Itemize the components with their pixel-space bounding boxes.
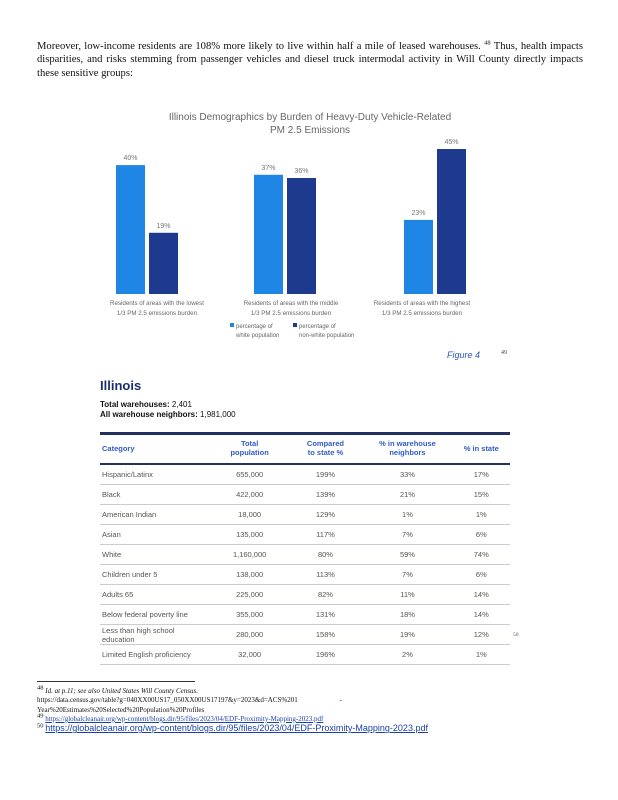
table-cell: 135,000: [211, 525, 289, 545]
table-cell: 131%: [289, 605, 363, 625]
table-cell: 11%: [362, 585, 452, 605]
chart-svg: [100, 108, 520, 364]
data-label-1-group-1: 40%: [123, 155, 138, 163]
table-row: [100, 464, 510, 485]
bar-1-group-2: [254, 175, 283, 294]
table-cell: 80%: [289, 545, 363, 565]
intro-paragraph: [37, 40, 583, 80]
table-cell: Hispanic/Latinx: [100, 464, 211, 485]
chart-subtitle: PM 2.5 Emissions: [269, 125, 351, 136]
table-cell: White: [100, 545, 211, 565]
table-footnote-ref[interactable]: 50: [513, 632, 519, 638]
table-cell: Asian: [100, 525, 211, 545]
table-cell: 18%: [362, 605, 452, 625]
table-cell: 138,000: [211, 565, 289, 585]
total-warehouses-value: 2,401: [171, 400, 192, 409]
table-header-cell: [453, 434, 510, 465]
bar-2-group-3: [437, 149, 466, 294]
footnote-50-number: 50: [37, 722, 44, 730]
warehouse-neighbors: [100, 410, 510, 420]
table-header-text: % in warehouse: [379, 439, 436, 448]
table-cell: 158%: [289, 625, 363, 645]
table-cell: 15%: [453, 485, 510, 505]
category-label-3-line-1: Residents of areas with the highest: [373, 300, 471, 307]
footnote-50: [37, 724, 557, 734]
table-cell: 355,000: [211, 605, 289, 625]
footnote-48: [37, 684, 557, 696]
table-header-row: [100, 434, 510, 465]
category-label-1-line-1: Residents of areas with the lowest: [110, 300, 204, 307]
table-cell: 21%: [362, 485, 452, 505]
illinois-summary: [100, 378, 510, 420]
table-row: [100, 565, 510, 585]
figure-footnote-ref[interactable]: 49: [501, 350, 507, 356]
category-label-1-line-2: 1/3 PM 2.5 emissions burden: [116, 310, 198, 317]
footnotes: [37, 684, 557, 734]
table-cell: 18,000: [211, 505, 289, 525]
table-header-cell: [211, 434, 289, 465]
table-header-text: % in state: [463, 443, 499, 453]
table-cell: 1,160,000: [211, 545, 289, 565]
footnote-48-url-line: [37, 696, 557, 705]
legend-label-2-line-2: non-white population: [299, 333, 355, 339]
table-row: [100, 505, 510, 525]
table-cell: 113%: [289, 565, 363, 585]
legend-swatch-1: [230, 323, 234, 327]
category-label-3-line-2: 1/3 PM 2.5 emissions burden: [381, 310, 463, 317]
footnote-49-number: 49: [37, 712, 44, 720]
table-row: [100, 645, 510, 665]
legend-swatch-2: [293, 323, 297, 327]
table-cell: 14%: [453, 585, 510, 605]
table-cell: 129%: [289, 505, 363, 525]
table-cell: 1%: [362, 505, 452, 525]
table-cell: 33%: [362, 464, 452, 485]
illinois-title: Illinois: [100, 378, 142, 393]
data-label-2-group-1: 19%: [156, 222, 171, 230]
footnote-48-url2[interactable]: Year%20Estimates%20Selected%20Population%20Profiles: [37, 705, 205, 714]
data-label-2-group-2: 36%: [294, 168, 309, 175]
table-cell: 7%: [362, 565, 452, 585]
figure-caption: Figure 4: [447, 350, 481, 360]
table-row: [100, 485, 510, 505]
table-cell: Less than high school education: [100, 625, 211, 645]
table-cell: Below federal poverty line: [100, 605, 211, 625]
data-label-1-group-2: 37%: [261, 164, 276, 172]
table-cell: Adults 65: [100, 585, 211, 605]
table-cell: 2%: [362, 645, 452, 665]
table-row: [100, 605, 510, 625]
table-header-text: Category: [102, 443, 135, 453]
table-cell: 139%: [289, 485, 363, 505]
table-cell: 59%: [362, 545, 452, 565]
table-cell: American Indian: [100, 505, 211, 525]
table-cell: 74%: [453, 545, 510, 565]
legend-label-1-line-2: white population: [236, 333, 280, 339]
table-cell: 82%: [289, 585, 363, 605]
footnote-48-dash: -: [339, 696, 342, 705]
footnote-48-url1[interactable]: https://data.census.gov/table?g=040XX00US17_050XX00US17197&y=2023&d=ACS%201: [37, 696, 298, 705]
table-cell: Black: [100, 485, 211, 505]
table-header-text: to state %: [307, 448, 344, 457]
bar-1-group-3: [404, 220, 433, 294]
footnote-48-number: 48: [37, 684, 44, 692]
table-row: [100, 625, 510, 645]
table-cell: Children under 5: [100, 565, 211, 585]
table-cell: 6%: [453, 525, 510, 545]
table-cell: 117%: [289, 525, 363, 545]
table-cell: 422,000: [211, 485, 289, 505]
table-cell: 280,000: [211, 625, 289, 645]
table-row: [100, 585, 510, 605]
legend-label-2-line-1: percentage of: [299, 324, 336, 330]
warehouse-neighbors-label: All warehouse neighbors:: [100, 410, 198, 419]
table-cell: 19%: [362, 625, 452, 645]
table-row: [100, 525, 510, 545]
bar-1-group-1: [116, 165, 145, 294]
footnote-48-text: Id. at p.11; see also United States Will County Census.: [45, 687, 198, 695]
table-cell: 12%: [453, 625, 510, 645]
chart-title: Illinois Demographics by Burden of Heavy-Duty Vehicle-Related: [168, 112, 452, 123]
footnote-ref-48[interactable]: 48: [484, 39, 491, 47]
bar-2-group-1: [149, 233, 178, 294]
table-cell: 6%: [453, 565, 510, 585]
legend-label-1-line-1: percentage of: [236, 324, 273, 330]
total-warehouses-label: Total warehouses:: [100, 400, 170, 409]
table-cell: 196%: [289, 645, 363, 665]
footnote-divider: [37, 681, 195, 682]
table-cell: 225,000: [211, 585, 289, 605]
category-label-2-line-1: Residents of areas with the middle: [243, 300, 339, 307]
demographics-chart: [100, 108, 520, 364]
data-label-2-group-3: 45%: [444, 139, 459, 146]
table-header-text: Total: [240, 439, 259, 448]
table-header-text: population: [230, 448, 269, 457]
table-header-cell: [100, 434, 211, 465]
table-cell: 1%: [453, 645, 510, 665]
footnote-49-link[interactable]: https://globalcleanair.org/wp-content/blogs.dir/95/files/2023/04/EDF-Proximity-Mapping-2023.pdf: [45, 714, 324, 723]
total-warehouses: [100, 400, 510, 410]
footnote-50-link[interactable]: https://globalcleanair.org/wp-content/blogs.dir/95/files/2023/04/EDF-Proximity-Mapping-2023.pdf: [45, 723, 428, 734]
table-cell: 7%: [362, 525, 452, 545]
table-cell: 17%: [453, 464, 510, 485]
table-cell: Limited English proficiency: [100, 645, 211, 665]
table-header-cell: [289, 434, 363, 465]
table-row: [100, 545, 510, 565]
category-label-2-line-2: 1/3 PM 2.5 emissions burden: [250, 310, 332, 317]
warehouse-neighbors-value: 1,981,000: [200, 410, 236, 419]
bar-2-group-2: [287, 178, 316, 294]
demographics-table: [100, 432, 510, 665]
table-cell: 32,000: [211, 645, 289, 665]
table-header-cell: [362, 434, 452, 465]
table-cell: 199%: [289, 464, 363, 485]
table-header-text: neighbors: [389, 448, 426, 457]
table-cell: 655,000: [211, 464, 289, 485]
intro-text-part1: Moreover, low-income residents are 108% more likely to live within half a mile of leased warehouses.: [37, 41, 481, 52]
table-cell: 1%: [453, 505, 510, 525]
data-label-1-group-3: 23%: [411, 209, 426, 217]
table-cell: 14%: [453, 605, 510, 625]
intro-text-part2: Thus, health impacts disparities, and risks stemming from passenger vehicles and diesel truck intermodal activity in Will County directly impacts these sensitive groups:: [37, 41, 583, 79]
table-header-text: Compared: [306, 439, 345, 448]
footnote-48-url-line2: [37, 706, 557, 715]
